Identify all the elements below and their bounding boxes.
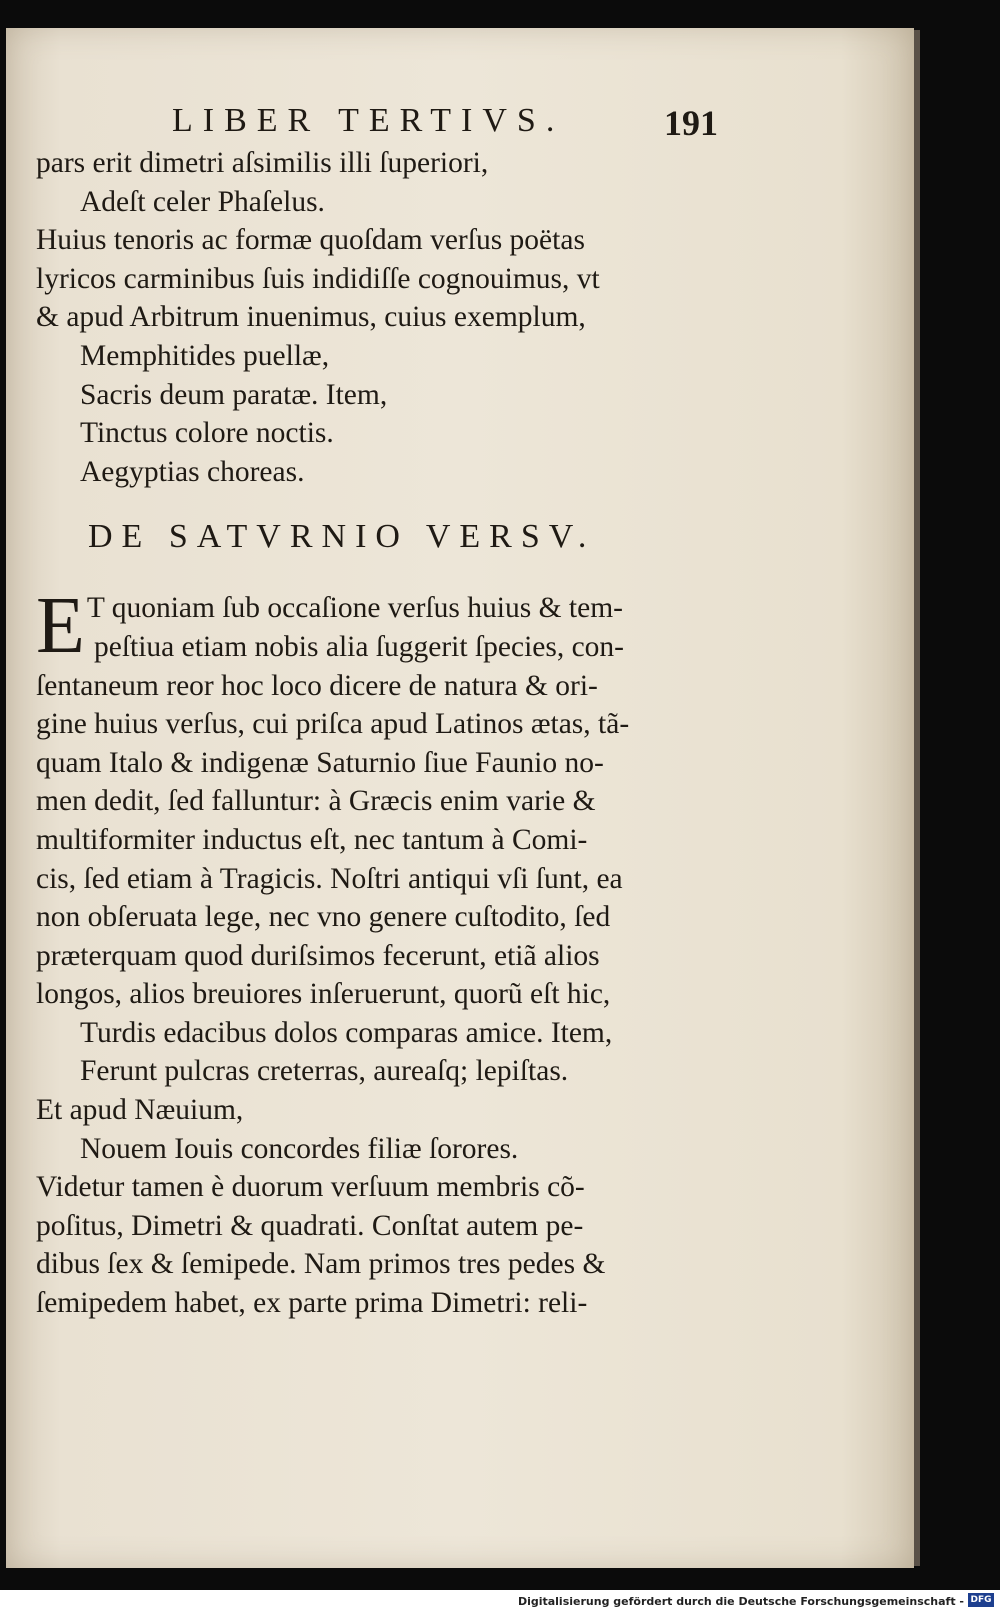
verse-line: Adeſt celer Phaſelus. — [80, 185, 325, 218]
text-line: Huius tenoris ac formæ quoſdam verſus poëtas — [36, 224, 585, 257]
section-heading: DE SATVRNIO VERSV. — [88, 518, 596, 556]
page-number: 191 — [664, 103, 718, 143]
verse-line: Memphitides puellæ, — [80, 339, 330, 372]
page-edge — [914, 30, 920, 1566]
text-line: non obſeruata lege, nec vno genere cuſtodito, ſed — [36, 901, 611, 934]
book-page — [6, 28, 914, 1568]
text-line: præterquam quod duriſsimos fecerunt, etiã alios — [36, 939, 600, 972]
verse-line: Sacris deum paratæ. Item, — [80, 378, 388, 411]
verse-line: Tinctus colore noctis. — [80, 417, 334, 450]
page-header — [6, 102, 914, 142]
verse-line: Aegyptias choreas. — [80, 455, 305, 488]
running-head: LIBER TERTIVS. — [172, 102, 565, 139]
verse-line: Nouem Iouis concordes filiæ ſorores. — [80, 1132, 519, 1165]
text-line: pars erit dimetri aſsimilis illi ſuperiori, — [36, 147, 489, 179]
text-line: & apud Arbitrum inuenimus, cuius exemplum, — [36, 301, 586, 334]
text-line: cis, ſed etiam à Tragicis. Noſtri antiqui vſi ſunt, ea — [36, 862, 623, 895]
verse-line: Turdis edacibus dolos comparas amice. Item, — [80, 1016, 613, 1049]
text-line: multiformiter inductus eſt, nec tantum à Comi- — [36, 823, 588, 856]
text-line: longos, alios breuiores inſeruerunt, quorũ eſt hic, — [36, 978, 611, 1011]
text-line: lyricos carminibus ſuis indidiſſe cognouimus, vt — [36, 262, 600, 295]
body-text — [36, 144, 736, 1323]
text-line: Et apud Næuium, — [36, 1094, 244, 1127]
text-line: Videtur tamen è duorum verſuum membris cõ- — [36, 1171, 585, 1204]
funding-credit: Digitalisierung gefördert durch die Deutsche Forschungsgemeinschaft - — [517, 1595, 964, 1608]
text-line: T quoniam ſub occaſione verſus huius & tem- — [86, 592, 623, 625]
text-line: ſentaneum reor hoc loco dicere de natura & ori- — [36, 669, 598, 702]
verse-line: Ferunt pulcras creterras, aureaſq; lepiſtas. — [80, 1055, 569, 1088]
footer-bar — [0, 1590, 1000, 1620]
text-line: ſemipedem habet, ex parte prima Dimetri: reli- — [36, 1287, 588, 1320]
spacer — [36, 569, 736, 589]
dfg-logo: DFG — [968, 1593, 994, 1607]
text-line: quam Italo & indigenæ Saturnio ſiue Faunio no- — [36, 746, 604, 779]
drop-cap: E — [36, 582, 85, 671]
text-line: poſitus, Dimetri & quadrati. Conſtat autem pe- — [36, 1209, 584, 1242]
text-line: dibus ſex & ſemipede. Nam primos tres pedes & — [36, 1248, 606, 1281]
text-line: gine huius verſus, cui priſca apud Latinos ætas, tã- — [36, 708, 630, 741]
text-line: peſtiua etiam nobis alia ſuggerit ſpecies, con- — [94, 630, 625, 663]
text-line: men dedit, ſed falluntur: à Græcis enim varie & — [36, 785, 596, 818]
